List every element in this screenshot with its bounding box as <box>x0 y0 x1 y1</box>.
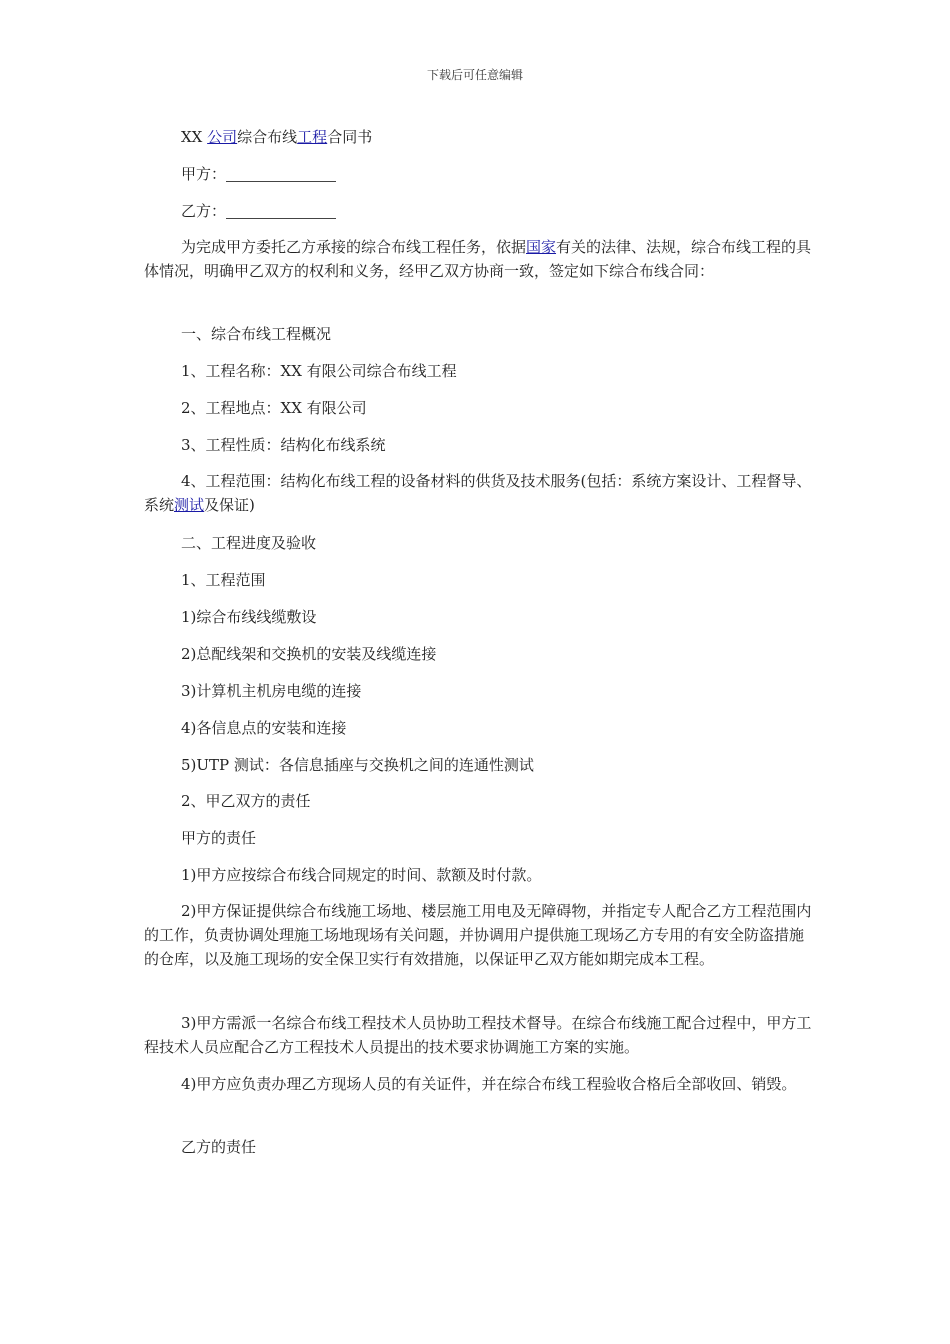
scope-pre: 4、工程范围：结构化布线工程的设备材料的供货及技术服务(包括：系统方案设计、工程督导、系统 <box>144 472 812 514</box>
title-prefix: XX <box>181 128 208 146</box>
list-item: 2)甲方保证提供综合布线施工场地、楼层施工用电及无障碍物，并指定专人配合乙方工程范围内的工作，负责协调处理施工场地现场有关问题，并协调用户提供施工现场乙方专用的有安全防盗措施的仓库，以及施工现场的安全保卫实行有效措施，以保证甲乙双方能如期完成本工程。 <box>144 902 812 968</box>
party-a-label: 甲方： <box>181 165 227 183</box>
project-name-item: 1、工程名称：XX 有限公司综合布线工程 <box>181 362 457 380</box>
party-a-blank <box>226 167 336 182</box>
intro-pre: 为完成甲方委托乙方承接的综合布线工程任务，依据 <box>181 238 527 256</box>
party-b-blank <box>226 204 336 219</box>
party-b-line <box>144 199 812 223</box>
list-item: 4)甲方应负责办理乙方现场人员的有关证件，并在综合布线工程验收合格后全部收回、销毁。 <box>181 1075 797 1093</box>
test-link[interactable]: 测试 <box>174 496 205 514</box>
company-link[interactable]: 公司 <box>207 128 238 146</box>
section2-heading: 二、工程进度及验收 <box>181 534 317 552</box>
intro-paragraph <box>144 235 812 283</box>
list-item: 3)甲方需派一名综合布线工程技术人员协助工程技术督导。在综合布线施工配合过程中，甲方工程技术人员应配合乙方工程技术人员提出的技术要求协调施工方案的实施。 <box>144 1014 812 1056</box>
contract-title <box>144 125 812 149</box>
project-nature-item: 3、工程性质：结构化布线系统 <box>181 436 386 454</box>
party-b-label: 乙方： <box>181 202 227 220</box>
scope-heading: 1、工程范围 <box>181 571 266 589</box>
title-middle: 综合布线 <box>237 128 298 146</box>
list-item: 3)计算机主机房电缆的连接 <box>181 682 362 700</box>
party-a-duty-heading: 甲方的责任 <box>181 829 257 847</box>
project-location-item: 2、工程地点：XX 有限公司 <box>181 399 367 417</box>
scope-post: 及保证) <box>204 496 255 514</box>
list-item: 5)UTP 测试：各信息插座与交换机之间的连通性测试 <box>181 756 534 774</box>
party-b-duty-heading: 乙方的责任 <box>181 1138 257 1156</box>
list-item: 2)总配线架和交换机的安装及线缆连接 <box>181 645 437 663</box>
title-suffix: 合同书 <box>327 128 373 146</box>
section1-heading: 一、综合布线工程概况 <box>181 325 332 343</box>
project-scope-item <box>144 469 812 517</box>
project-link[interactable]: 工程 <box>297 128 328 146</box>
page-header: 下载后可任意编辑 <box>426 68 523 82</box>
country-link[interactable]: 国家 <box>526 238 557 256</box>
intro-post: 有关的法律、法规，综合布线工程的具体情况，明确甲乙双方的权利和义务，经甲乙双方协商一致，签定如下综合布线合同： <box>144 238 812 280</box>
party-a-line <box>144 162 812 186</box>
list-item: 1)甲方应按综合布线合同规定的时间、款额及时付款。 <box>181 866 542 884</box>
duty-heading: 2、甲乙双方的责任 <box>181 792 311 810</box>
list-item: 4)各信息点的安装和连接 <box>181 719 347 737</box>
list-item: 1)综合布线线缆敷设 <box>181 608 317 626</box>
